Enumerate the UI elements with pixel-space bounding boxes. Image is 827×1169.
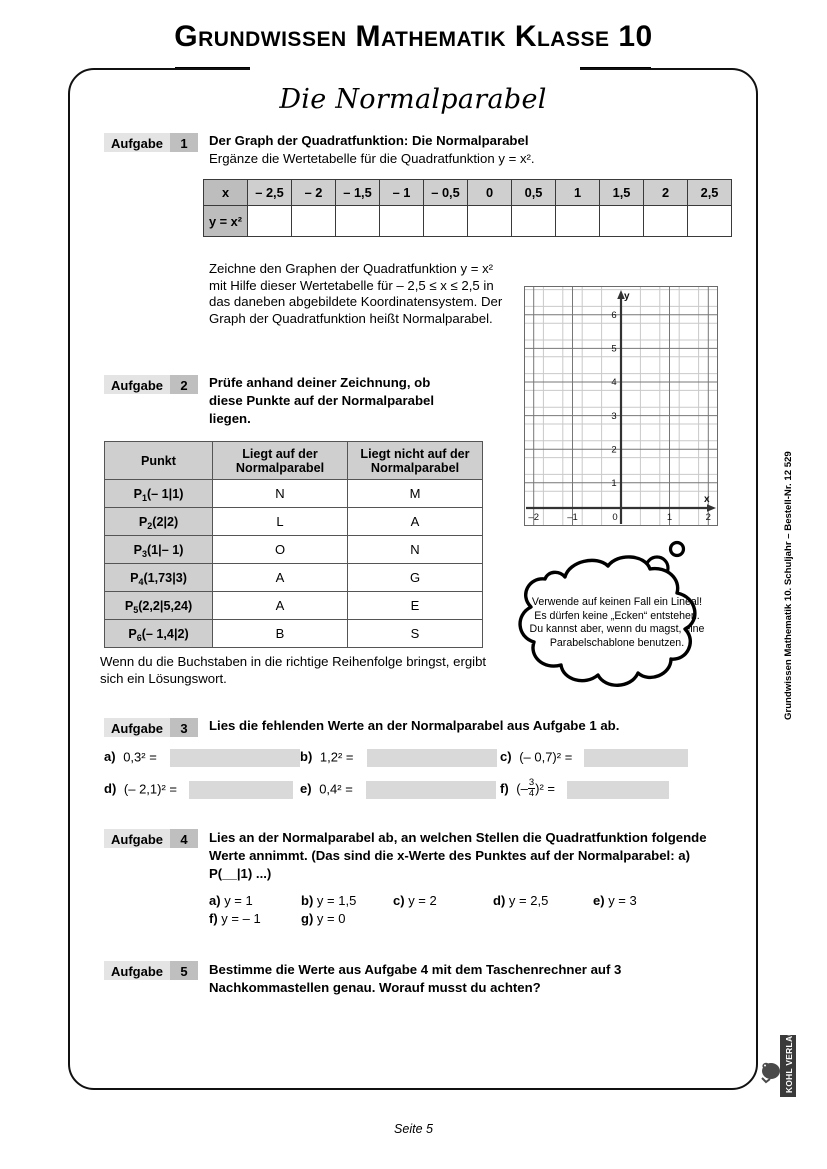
task3-item-a [104, 749, 300, 767]
task4-item-f: f) y = – 1 [209, 911, 261, 926]
answer-off[interactable]: A [348, 508, 483, 536]
wertetabelle-y-cell[interactable] [644, 206, 688, 237]
wertetabelle-x-cell: 2 [644, 180, 688, 206]
task3-item-b [300, 749, 497, 767]
item-key: e) [300, 781, 312, 797]
table-row [105, 564, 483, 592]
wertetabelle-x-cell: – 1 [380, 180, 424, 206]
punkt-name: $P_5(2,2|5,24)$ [105, 592, 213, 620]
punkte-tabelle-header-row [105, 442, 483, 480]
task4-item-a: a) y = 1 [209, 893, 253, 908]
wertetabelle-y-cell[interactable] [336, 206, 380, 237]
wertetabelle-header-row [204, 180, 732, 206]
item-expr: (– 0,7)² = [519, 749, 573, 765]
wertetabelle-x-cell: 0 [468, 180, 512, 206]
svg-text:6: 6 [611, 310, 617, 321]
answer-gap[interactable] [584, 749, 688, 767]
sheet-title: Die Normalparabel [279, 84, 547, 115]
task1-intro: Ergänze die Wertetabelle für die Quadratfunktion y = x². [209, 151, 535, 166]
wertetabelle-x-cell: 1 [556, 180, 600, 206]
task1-paragraph: Zeichne den Graphen der Quadratfunktion y = x² mit Hilfe dieser Wertetabelle für – 2,5 ≤ x ≤ 2,5 in das daneben abgebildete Koordinatensystem. Der Graph der Quadratfunktion heißt Normalparabel. [209, 261, 503, 326]
answer-on[interactable]: L [213, 508, 348, 536]
table-row [105, 620, 483, 648]
wertetabelle-x-cell: 1,5 [600, 180, 644, 206]
wertetabelle-x-cell: 0,5 [512, 180, 556, 206]
table-row [105, 592, 483, 620]
wertetabelle-x-cell: – 2,5 [248, 180, 292, 206]
frame-title-gap [250, 60, 580, 78]
wertetabelle-y-cell[interactable] [380, 206, 424, 237]
wertetabelle-y-cell[interactable] [424, 206, 468, 237]
badge-aufgabe-2 [104, 375, 198, 394]
answer-on[interactable]: O [213, 536, 348, 564]
svg-text:1: 1 [611, 478, 617, 489]
fraction-numerator: 3 [528, 777, 535, 788]
badge-number: 3 [170, 718, 198, 737]
grid-x-axis-label: x [704, 494, 710, 505]
table-row [105, 508, 483, 536]
item-expr-suffix: )² = [535, 781, 556, 796]
wertetabelle-x-cell: 2,5 [688, 180, 732, 206]
task4-item-d: d) y = 2,5 [493, 893, 549, 908]
badge-label: Aufgabe [104, 829, 170, 848]
page-number: Seite 5 [394, 1122, 433, 1136]
svg-text:4: 4 [611, 377, 617, 389]
punkt-name: $P_2(2|2)$ [105, 508, 213, 536]
task2-note: Wenn du die Buchstaben in die richtige Reihenfolge bringst, ergibt sich ein Lösungswort. [100, 654, 487, 686]
task4-heading: Lies an der Normalparabel ab, an welchen Stellen die Quadratfunktion folgende Werte annimmt. (Das sind die x-Werte des Punktes auf der Normalparabel: a) P(__|1) ...) [209, 830, 707, 881]
publisher-name: KOHL VERLAG [784, 1028, 794, 1093]
item-expr-prefix: (– [516, 781, 528, 796]
item-key: b) [300, 749, 313, 765]
svg-text:0: 0 [612, 512, 618, 523]
task5-heading: Bestimme die Werte aus Aufgabe 4 mit dem Taschenrechner auf 3 Nachkommastellen genau. Worauf musst du achten? [209, 962, 622, 995]
answer-gap[interactable] [366, 781, 496, 799]
wertetabelle-y-cell[interactable] [600, 206, 644, 237]
wertetabelle-x-cell: – 0,5 [424, 180, 468, 206]
task3-item-e [300, 781, 496, 799]
wertetabelle-y-cell[interactable] [468, 206, 512, 237]
wertetabelle-value-row [204, 206, 732, 237]
thought-bubble [505, 533, 727, 698]
answer-gap[interactable] [170, 749, 300, 767]
answer-gap[interactable] [189, 781, 293, 799]
badge-label: Aufgabe [104, 718, 170, 737]
wertetabelle-y-label: y = x² [204, 206, 248, 237]
task4-item-b: b) y = 1,5 [301, 893, 357, 908]
wertetabelle-y-cell[interactable] [556, 206, 600, 237]
badge-label: Aufgabe [104, 375, 170, 394]
item-key: d) [104, 781, 117, 797]
col-header-punkt: Punkt [105, 442, 213, 480]
badge-number: 2 [170, 375, 198, 394]
badge-number: 1 [170, 133, 198, 152]
wertetabelle-y-cell[interactable] [292, 206, 336, 237]
wertetabelle-x-label: x [204, 180, 248, 206]
badge-aufgabe-3 [104, 718, 198, 737]
item-expr: 1,2² = [319, 749, 354, 765]
task3-heading: Lies die fehlenden Werte an der Normalparabel aus Aufgabe 1 ab. [209, 718, 620, 733]
task3-item-c [500, 749, 688, 767]
item-key: a) [104, 749, 116, 765]
badge-label: Aufgabe [104, 961, 170, 980]
svg-text:–1: –1 [567, 512, 578, 523]
task3-item-f [500, 778, 669, 799]
task2-heading: Prüfe anhand deiner Zeichnung, ob diese Punkte auf der Normalparabel liegen. [209, 375, 434, 426]
wertetabelle-y-cell[interactable] [512, 206, 556, 237]
answer-on[interactable]: B [213, 620, 348, 648]
task4-row-1 [209, 893, 709, 908]
svg-text:5: 5 [611, 343, 617, 355]
badge-aufgabe-5 [104, 961, 198, 980]
wertetabelle-x-cell: – 1,5 [336, 180, 380, 206]
answer-off[interactable]: M [348, 480, 483, 508]
svg-text:1: 1 [666, 512, 673, 523]
answer-on[interactable]: A [213, 592, 348, 620]
col-header-liegt-nicht-auf: Liegt nicht auf der Normalparabel [348, 442, 483, 480]
badge-aufgabe-4 [104, 829, 198, 848]
badge-aufgabe-1 [104, 133, 198, 152]
mascot-mole-icon [760, 1058, 784, 1084]
badge-label: Aufgabe [104, 133, 170, 152]
wertetabelle-y-cell[interactable] [688, 206, 732, 237]
coordinate-system [524, 286, 718, 526]
item-expr: 0,4² = [319, 781, 353, 797]
item-key: f) [500, 781, 509, 796]
answer-off[interactable]: N [348, 536, 483, 564]
badge-number: 5 [170, 961, 198, 980]
item-expr: (– 2,1)² = [123, 781, 178, 797]
answer-on[interactable]: N [213, 480, 348, 508]
answer-off[interactable]: S [348, 620, 483, 648]
punkt-name: $P_6(-$ 1,4|2) [105, 620, 213, 648]
punkt-name: $P_1(-$ 1|1) [105, 480, 213, 508]
task4-item-g: g) y = 0 [301, 911, 346, 926]
item-expr: 0,3² = [123, 749, 157, 765]
wertetabelle [203, 179, 732, 237]
fraction-denominator: 4 [528, 788, 535, 799]
answer-off[interactable]: E [348, 592, 483, 620]
answer-gap[interactable] [567, 781, 669, 799]
table-row [105, 536, 483, 564]
thought-bubble-text: Verwende auf keinen Fall ein Lineal! Es dürfen keine „Ecken“ entstehen. Du kannst aber, wenn du magst, eine Parabelschablone benutzen. [529, 596, 705, 649]
svg-text:2: 2 [611, 444, 617, 456]
wertetabelle-x-cell: – 2 [292, 180, 336, 206]
page-title: Grundwissen Mathematik Klasse 10 [174, 20, 653, 53]
side-imprint-text: Grundwissen Mathematik 10. Schuljahr – Bestell-Nr. 12 529 [783, 451, 794, 720]
task4-items [209, 893, 709, 929]
badge-number: 4 [170, 829, 198, 848]
task4-item-e: e) y = 3 [593, 893, 637, 908]
task3-item-d [104, 781, 293, 799]
punkt-name: $P_4(1,73|3)$ [105, 564, 213, 592]
task4-row-2 [209, 911, 709, 926]
table-row [105, 480, 483, 508]
punkte-tabelle [104, 441, 483, 648]
svg-text:2: 2 [705, 512, 711, 523]
svg-text:–2: –2 [528, 512, 539, 523]
task4-item-c: c) y = 2 [393, 893, 437, 908]
grid-y-axis-label: y [624, 291, 630, 302]
punkt-name: $P_3(1|-$ 1) [105, 536, 213, 564]
wertetabelle-y-cell[interactable] [248, 206, 292, 237]
task1-heading: Der Graph der Quadratfunktion: Die Normalparabel [209, 133, 529, 148]
item-key: c) [500, 749, 512, 765]
col-header-liegt-auf: Liegt auf der Normalparabel [213, 442, 348, 480]
answer-off[interactable]: G [348, 564, 483, 592]
svg-text:3: 3 [611, 410, 617, 422]
answer-gap[interactable] [367, 749, 497, 767]
answer-on[interactable]: A [213, 564, 348, 592]
